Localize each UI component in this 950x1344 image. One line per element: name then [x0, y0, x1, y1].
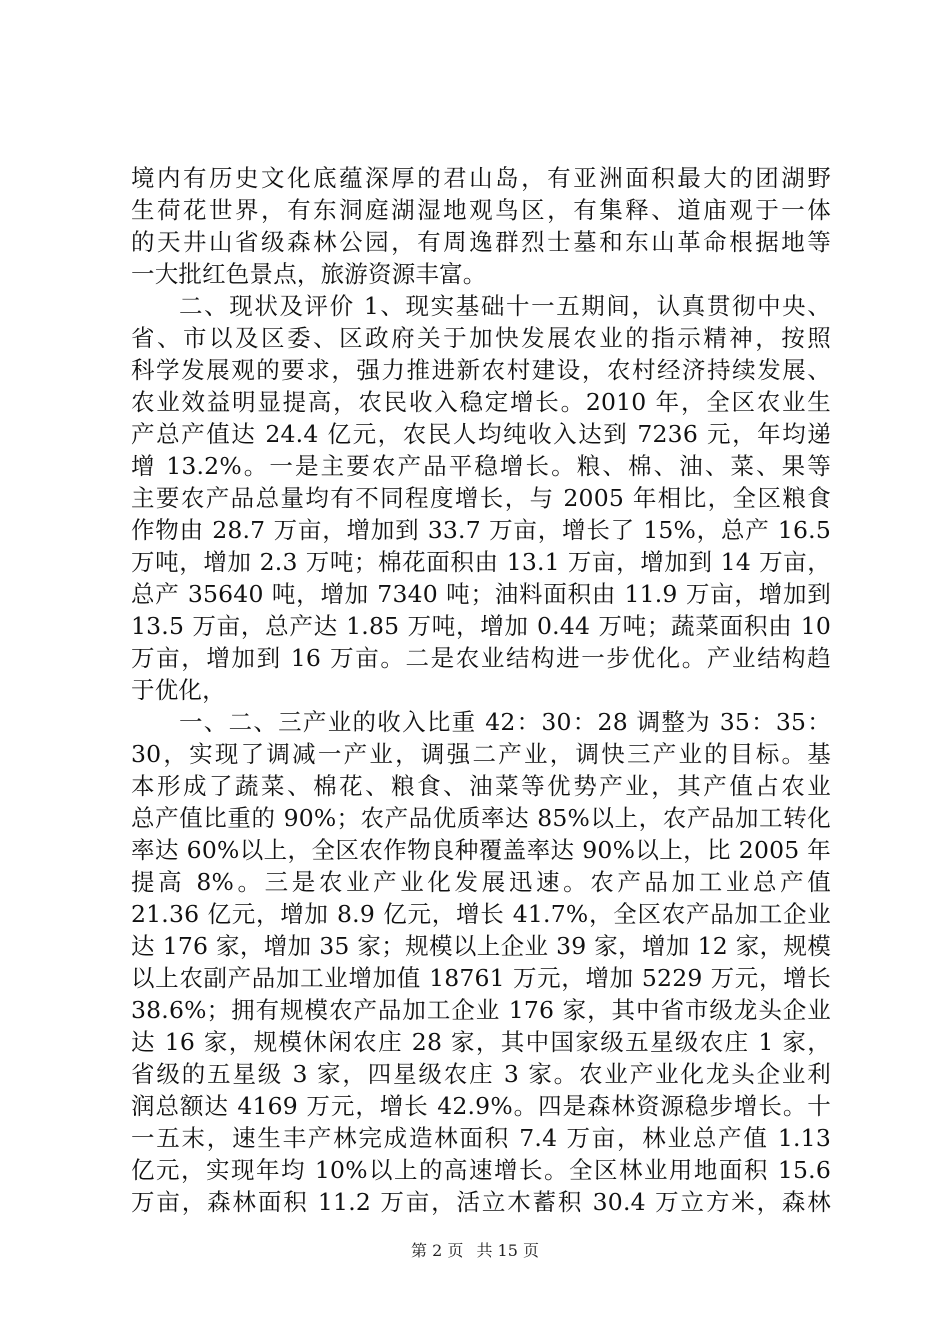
text-line: 达 16 家，规模休闲农庄 28 家，其中国家级五星级农庄 1 家，	[131, 1028, 831, 1056]
text-line: 38.6%；拥有规模农产品加工企业 176 家，其中省市级龙头企业	[131, 996, 831, 1024]
text-line: 一五末，速生丰产林完成造林面积 7.4 万亩，林业总产值 1.13	[131, 1124, 831, 1152]
text-line: 率达 60%以上，全区农作物良种覆盖率达 90%以上，比 2005 年	[131, 836, 831, 864]
text-line: 于优化，	[131, 676, 226, 704]
text-line: 30，实现了调减一产业，调强二产业，调快三产业的目标。基	[131, 740, 831, 768]
text-line: 万亩，森林面积 11.2 万亩，活立木蓄积 30.4 万立方米，森林	[131, 1188, 831, 1216]
text-line: 达 176 家，增加 35 家；规模以上企业 39 家，增加 12 家，规模	[131, 932, 831, 960]
text-line: 总产值比重的 90%；农产品优质率达 85%以上，农产品加工转化	[131, 804, 831, 832]
text-line: 亿元，实现年均 10%以上的高速增长。全区林业用地面积 15.6	[131, 1156, 831, 1184]
text-line: 总产 35640 吨，增加 7340 吨；油料面积由 11.9 万亩，增加到	[131, 580, 831, 608]
text-line: 增 13.2%。一是主要农产品平稳增长。粮、棉、油、菜、果等	[131, 452, 831, 480]
page-number: 第 2 页	[411, 1241, 464, 1260]
text-line: 润总额达 4169 万元，增长 42.9%。四是森林资源稳步增长。十	[131, 1092, 831, 1120]
text-line: 科学发展观的要求，强力推进新农村建设，农村经济持续发展、	[131, 356, 831, 384]
text-line: 本形成了蔬菜、棉花、粮食、油菜等优势产业，其产值占农业	[131, 772, 831, 800]
text-line: 主要农产品总量均有不同程度增长，与 2005 年相比，全区粮食	[131, 484, 831, 512]
text-line: 作物由 28.7 万亩，增加到 33.7 万亩，增长了 15%，总产 16.5	[131, 516, 831, 544]
text-line: 的天井山省级森林公园，有周逸群烈士墓和东山革命根据地等	[131, 228, 831, 256]
text-line: 万亩，增加到 16 万亩。二是农业结构进一步优化。产业结构趋	[131, 644, 831, 672]
text-line: 省级的五星级 3 家，四星级农庄 3 家。农业产业化龙头企业利	[131, 1060, 831, 1088]
text-line: 提高 8%。三是农业产业化发展迅速。农产品加工业总产值	[131, 868, 831, 896]
text-line: 一、二、三产业的收入比重 42：30：28 调整为 35：35：	[179, 708, 831, 736]
text-line: 产总产值达 24.4 亿元，农民人均纯收入达到 7236 元，年均递	[131, 420, 831, 448]
text-line: 省、市以及区委、区政府关于加快发展农业的指示精神，按照	[131, 324, 831, 352]
text-line: 21.36 亿元，增加 8.9 亿元，增长 41.7%，全区农产品加工企业	[131, 900, 831, 928]
text-line: 二、现状及评价 1、现实基础十一五期间，认真贯彻中央、	[179, 292, 831, 320]
text-line: 13.5 万亩，总产达 1.85 万吨，增加 0.44 万吨；蔬菜面积由 10	[131, 612, 831, 640]
text-line: 万吨，增加 2.3 万吨；棉花面积由 13.1 万亩，增加到 14 万亩，	[131, 548, 831, 576]
text-line: 一大批红色景点，旅游资源丰富。	[131, 260, 487, 288]
text-line: 境内有历史文化底蕴深厚的君山岛，有亚洲面积最大的团湖野	[131, 164, 831, 192]
body-text	[131, 162, 831, 1218]
text-line: 生荷花世界，有东洞庭湖湿地观鸟区，有集释、道庙观于一体	[131, 196, 831, 224]
text-line: 农业效益明显提高，农民收入稳定增长。2010 年，全区农业生	[131, 388, 831, 416]
page-total: 共 15 页	[476, 1241, 539, 1260]
text-line: 以上农副产品加工业增加值 18761 万元，增加 5229 万元，增长	[131, 964, 831, 992]
page-footer	[0, 1240, 950, 1262]
